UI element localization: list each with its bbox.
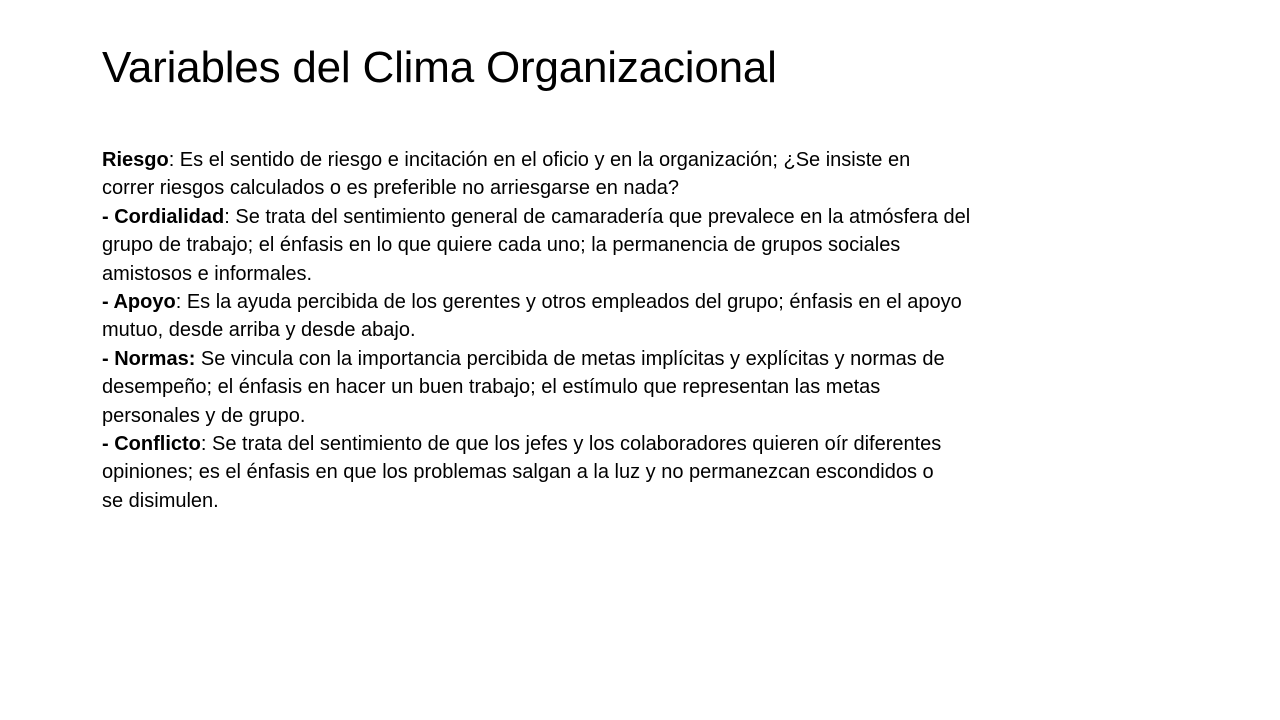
variable-description: : Es el sentido de riesgo e incitación en el oficio y en la organización; ¿Se insiste en (168, 149, 911, 171)
variable-term (102, 348, 195, 370)
text-line: grupo de trabajo; el énfasis en lo que quiere cada uno; la permanencia de grupos sociales (102, 234, 901, 257)
variable-term (102, 433, 201, 455)
bullet-dash: - (102, 205, 115, 228)
variable-term-label: Normas: (114, 347, 196, 370)
variable-term-label: Conflicto (114, 433, 201, 456)
variable-description: Se vincula con la importancia percibida de metas implícitas y explícitas y normas de (195, 347, 945, 370)
text-line: opiniones; es el énfasis en que los problemas salgan a la luz y no permanezcan escondidos o (102, 461, 934, 484)
bullet-dash: - (102, 347, 115, 370)
text-line: desempeño; el énfasis en hacer un buen trabajo; el estímulo que representan las metas (102, 376, 881, 399)
text-line (102, 345, 1162, 373)
variable-term-label: Apoyo (113, 291, 176, 314)
text-line (102, 203, 1162, 231)
variable-description: : Se trata del sentimiento de que los jefes y los colaboradores quieren oír diferentes (200, 433, 942, 456)
variable-term: Riesgo (102, 149, 169, 171)
slide-body (102, 146, 1162, 515)
slide-title: Variables del Clima Organizacional (102, 43, 777, 92)
bullet-dash: - (102, 291, 114, 314)
text-line (102, 288, 1162, 316)
variable-description: : Se trata del sentimiento general de camaradería que prevalece en la atmósfera del (224, 205, 971, 228)
variable-description: : Es la ayuda percibida de los gerentes y otros empleados del grupo; énfasis en el apoyo (175, 291, 962, 314)
variable-apoyo (102, 288, 1162, 345)
variable-term (102, 206, 224, 228)
variable-term (102, 291, 176, 313)
variable-normas (102, 345, 1162, 430)
text-line: se disimulen. (102, 489, 219, 512)
variable-cordialidad (102, 203, 1162, 288)
text-line: mutuo, desde arriba y desde abajo. (102, 319, 416, 342)
variable-riesgo (102, 146, 1162, 203)
text-line (102, 146, 1162, 174)
bullet-dash: - (102, 433, 115, 456)
text-line: amistosos e informales. (102, 262, 313, 285)
text-line: correr riesgos calculados o es preferible no arriesgarse en nada? (102, 177, 679, 200)
variable-conflicto (102, 430, 1162, 515)
text-line: personales y de grupo. (102, 404, 306, 427)
variable-term-label: Cordialidad (114, 205, 225, 228)
text-line (102, 430, 1162, 458)
